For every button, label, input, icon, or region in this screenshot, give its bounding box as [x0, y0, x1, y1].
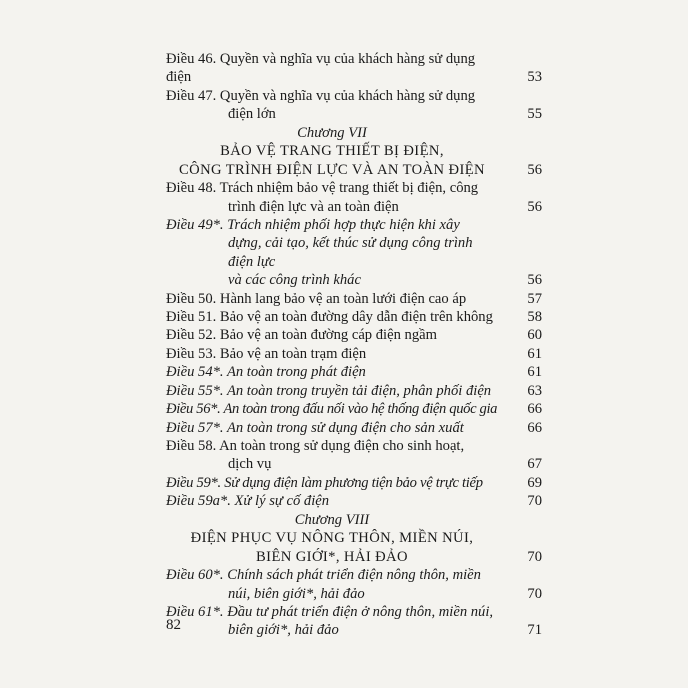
toc-entry-57[interactable] — [166, 419, 542, 437]
chapter-label: Chương VIII — [294, 511, 370, 528]
entry-text: Điều 53. Bảo vệ an toàn trạm điện — [166, 345, 367, 362]
entry-text: Điều 52. Bảo vệ an toàn đường cáp điện ngầm — [166, 327, 437, 344]
page-ref: 61 — [527, 345, 542, 362]
entry-text: Điều 49*. Trách nhiệm phối hợp thực hiện khi xây — [166, 217, 460, 234]
page-ref: 57 — [527, 290, 542, 307]
page-ref: 55 — [527, 106, 542, 123]
page-ref: 67 — [527, 456, 542, 473]
page-ref: 66 — [527, 401, 542, 418]
chapter-title-line[interactable] — [166, 548, 542, 567]
page-ref: 70 — [527, 585, 542, 602]
page-ref: 61 — [527, 364, 542, 381]
toc-entry-56[interactable] — [166, 400, 542, 418]
entry-text-cont: biên giới*, hải đảo — [228, 622, 339, 639]
entry-text-cont: dịch vụ — [228, 456, 272, 473]
entry-text-cont: và các công trình khác — [228, 272, 361, 289]
toc-entry-53[interactable] — [166, 345, 542, 363]
chapter-title-text: CÔNG TRÌNH ĐIỆN LỰC VÀ AN TOÀN ĐIỆN — [179, 161, 485, 178]
entry-text: Điều 57*. An toàn trong sử dụng điện cho sản xuất — [166, 419, 464, 436]
entry-text-cont: dựng, cải tạo, kết thúc sử dụng công trình điện lực — [228, 235, 473, 270]
entry-text-cont: trình điện lực và an toàn điện — [228, 198, 399, 215]
table-of-contents — [166, 50, 542, 640]
entry-text: Điều 59*. Sử dụng điện làm phương tiện bảo vệ trực tiếp — [166, 474, 483, 491]
entry-text: Điều 51. Bảo vệ an toàn đường dây dẫn điện trên không — [166, 309, 493, 326]
page-ref: 56 — [527, 161, 542, 178]
entry-text-cont: núi, biên giới*, hải đảo — [228, 585, 365, 602]
entry-text: Điều 61*. Đầu tư phát triển điện ở nông thôn, miền núi, — [166, 603, 494, 620]
page-ref: 70 — [527, 548, 542, 565]
toc-entry-49[interactable] — [166, 216, 542, 290]
toc-entry-59[interactable] — [166, 474, 542, 492]
toc-entry-54[interactable] — [166, 363, 542, 381]
page-ref: 58 — [527, 309, 542, 326]
toc-entry-61[interactable] — [166, 603, 542, 640]
entry-text: Điều 50. Hành lang bảo vệ an toàn lưới điện cao áp — [166, 290, 467, 307]
page-ref: 53 — [527, 69, 542, 86]
page-ref: 69 — [527, 474, 542, 491]
entry-text-cont: điện lớn — [228, 106, 276, 123]
page-ref: 71 — [527, 622, 542, 639]
toc-entry-52[interactable] — [166, 326, 542, 344]
toc-entry-55[interactable] — [166, 382, 542, 400]
toc-entry-48[interactable] — [166, 179, 542, 216]
chapter-title-line: ĐIỆN PHỤC VỤ NÔNG THÔN, MIỀN NÚI, — [190, 529, 474, 546]
toc-entry-51[interactable] — [166, 308, 542, 326]
chapter-title-text: BIÊN GIỚI*, HẢI ĐẢO — [256, 548, 408, 565]
entry-text: Điều 56*. An toàn trong đấu nối vào hệ thống điện quốc gia — [166, 401, 498, 418]
toc-entry-46[interactable] — [166, 50, 542, 87]
toc-entry-58[interactable] — [166, 437, 542, 474]
entry-text: Điều 55*. An toàn trong truyền tải điện, phân phối điện — [166, 382, 492, 399]
page-ref: 56 — [527, 198, 542, 215]
entry-text: Điều 48. Trách nhiệm bảo vệ trang thiết bị điện, công — [166, 180, 479, 197]
page-ref: 66 — [527, 419, 542, 436]
toc-entry-59a[interactable] — [166, 492, 542, 510]
entry-text: Điều 47. Quyền và nghĩa vụ của khách hàng sử dụng — [166, 87, 476, 104]
entry-text: Điều 54*. An toàn trong phát điện — [166, 364, 366, 381]
chapter-title-line: BẢO VỆ TRANG THIẾT BỊ ĐIỆN, — [220, 143, 444, 160]
chapter-label: Chương VII — [297, 124, 367, 141]
entry-text: Điều 46. Quyền và nghĩa vụ của khách hàng sử dụng điện — [166, 51, 476, 86]
entry-text: Điều 58. An toàn trong sử dụng điện cho sinh hoạt, — [166, 437, 465, 454]
page-ref: 70 — [527, 493, 542, 510]
entry-text: Điều 59a*. Xử lý sự cố điện — [166, 493, 330, 510]
entry-text: Điều 60*. Chính sách phát triển điện nông thôn, miền — [166, 567, 481, 584]
page-ref: 60 — [527, 327, 542, 344]
page-number: 82 — [166, 617, 181, 633]
page-ref: 56 — [527, 272, 542, 289]
toc-entry-60[interactable] — [166, 566, 542, 603]
toc-entry-50[interactable] — [166, 290, 542, 308]
chapter-title-line[interactable] — [166, 161, 542, 180]
page-ref: 63 — [527, 382, 542, 399]
toc-entry-47[interactable] — [166, 87, 542, 124]
